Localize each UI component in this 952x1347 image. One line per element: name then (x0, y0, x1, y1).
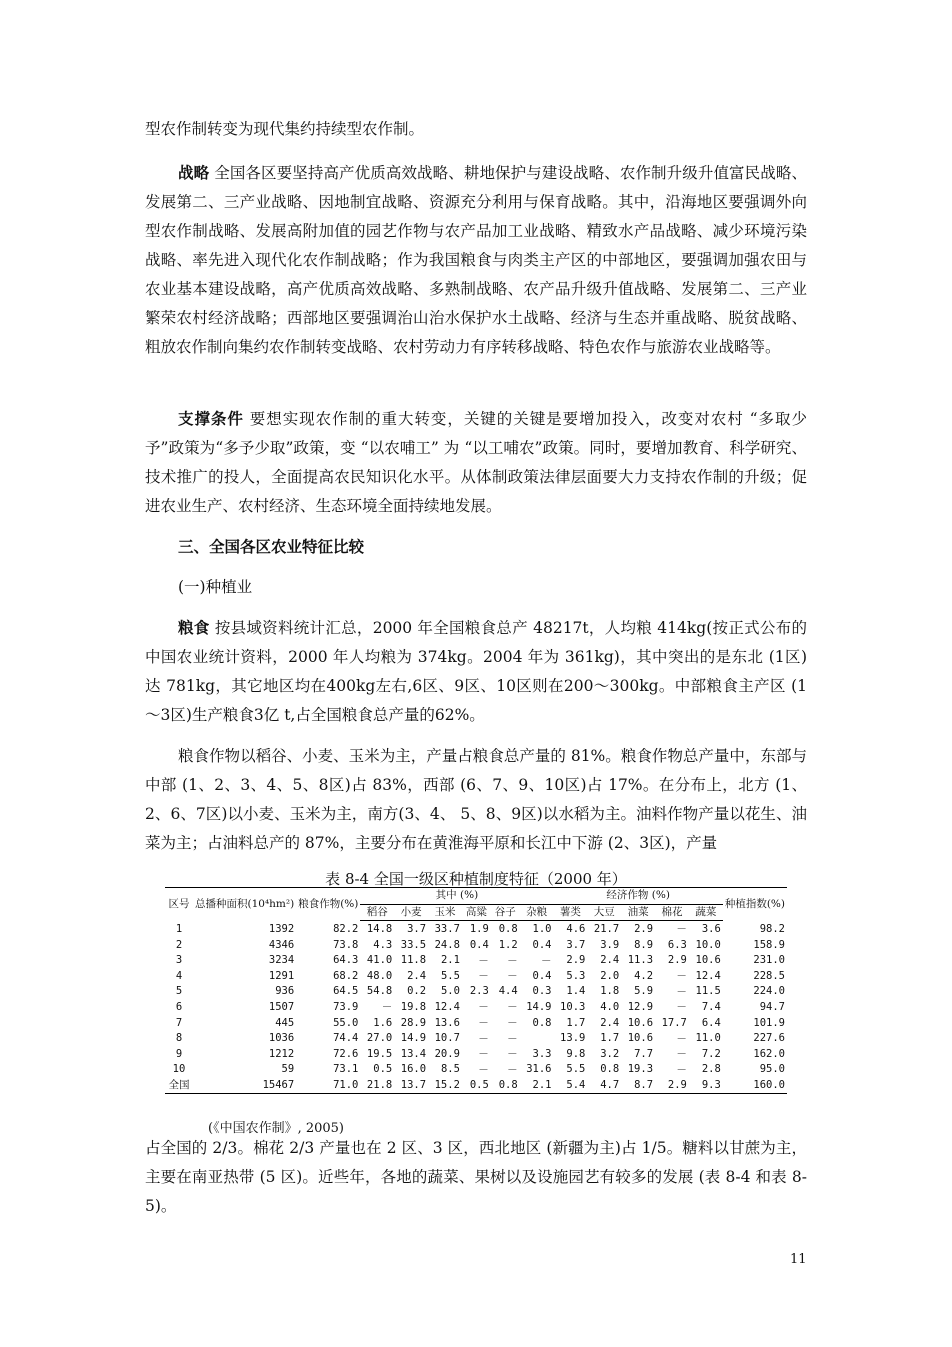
table-cell: 4 (175, 969, 183, 982)
table-cell: － (676, 1001, 687, 1014)
table-source: (《中国农作制》, 2005) (208, 1121, 344, 1136)
table-cell: 7.4 (701, 1000, 721, 1013)
table-cell: 16.0 (400, 1063, 427, 1076)
table-cell: 73.8 (333, 938, 359, 951)
table-cell: 5.5 (566, 1063, 586, 1076)
table-cell: 7.7 (634, 1047, 654, 1060)
table-cell: 936 (275, 985, 295, 998)
table-cell: 0.8 (498, 922, 518, 935)
table-cell: 73.1 (333, 1063, 359, 1076)
table-cell: 5.3 (566, 969, 586, 982)
table-cell: 59 (281, 1063, 295, 1076)
table-row (165, 999, 787, 1015)
table-cell: 1.8 (600, 985, 620, 998)
table-cell: － (676, 1032, 687, 1045)
table-cell: 33.7 (434, 922, 460, 935)
table-cell: － (478, 1048, 489, 1061)
table-cell: － (541, 954, 552, 967)
table-cell: － (507, 954, 518, 967)
table-cell: 3.2 (600, 1047, 620, 1060)
table-cell: － (507, 1001, 518, 1014)
table-cell: 2 (175, 938, 183, 951)
crops-paragraph (145, 742, 807, 858)
table-cell: 2.9 (667, 954, 687, 967)
table-cell: 2.9 (655, 1077, 689, 1093)
table-cell: － (507, 1017, 518, 1030)
table-cell: 1 (175, 922, 183, 935)
table-cell: 68.2 (333, 969, 359, 982)
table-cell: 19.5 (366, 1047, 393, 1060)
table-cell: 160.0 (723, 1077, 787, 1093)
table-cell: 7.2 (701, 1047, 721, 1060)
table-cell: 全国 (165, 1077, 193, 1093)
table-cell: 2.0 (600, 969, 620, 982)
table-cell: 21.7 (593, 922, 620, 935)
table-cell: 1.7 (566, 1016, 586, 1029)
table-cell: － (478, 954, 489, 967)
table-cell: 14.9 (526, 1000, 552, 1013)
table-cell: － (676, 970, 687, 983)
table-cell: 3.3 (532, 1047, 552, 1060)
table-cell: 27.0 (366, 1032, 393, 1045)
header-econ: 经济作物 (%) (554, 888, 723, 905)
table-cell: 12.4 (695, 969, 721, 982)
table-cell: 224.0 (753, 985, 785, 998)
table-cell: 1.0 (532, 922, 552, 935)
table-cell: 21.8 (360, 1077, 394, 1093)
table-cell: 74.4 (333, 1032, 359, 1045)
table-cell: 95.0 (759, 1063, 785, 1076)
table-cell: 8.7 (621, 1077, 655, 1093)
strategy-paragraph (145, 158, 807, 362)
table-cell: 20.9 (434, 1047, 460, 1060)
table-cell: 33.5 (400, 938, 427, 951)
table-cell: 227.6 (753, 1032, 785, 1045)
table-cell: 11.3 (627, 954, 654, 967)
table-cell: 0.5 (373, 1063, 393, 1076)
after-text: 占全国的 2/3。棉花 2/3 产量也在 2 区、3 区，西北地区 (新疆为主)占 1/5。糖料以甘蔗为主，主要在南亚热带 (5 区)。近些年，各地的蔬菜、果树以及设施园艺有较多的发展 (表 8-4 和表 8-5)。 (145, 1139, 807, 1215)
table-cell: 4.7 (587, 1077, 621, 1093)
support-text: 要想实现农作制的重大转变，关键的关键是要增加投入，改变对农村 “多取少予”政策为“多予少取”政策，变 “以农哺工” 为 “以工哺农”政策。同时，要增加教育、科学研究、技术推广的投人，全面提高农民知识化水平。从体制政策法律层面要大力支持农作制的升级；促进农业生产、农村经济、生态环境全面持续地发展。 (145, 410, 807, 515)
table-cell: 3234 (268, 954, 295, 967)
table-cell: 1.6 (373, 1016, 393, 1029)
table-cell: 13.4 (400, 1047, 427, 1060)
table-cell: 3.7 (566, 938, 586, 951)
table-cell: 0.8 (491, 1077, 520, 1093)
table-cell: 231.0 (753, 954, 785, 967)
table-cell: － (507, 1048, 518, 1061)
table-cell: 10.0 (695, 938, 721, 951)
table-cell: － (676, 985, 687, 998)
table-cell: 19.8 (400, 1000, 427, 1013)
crops-text: 粮食作物以稻谷、小麦、玉米为主，产量占粮食总产量的 81%。粮食作物总产量中，东部与中部 (1、2、3、4、5、8区)占 83%，西部 (6、7、9、10区)占 17%。在分布上，北方 (1、2、6、7区)以小麦、玉米为主，南方(3、4、 5、8、9区)以水稻为主。油料作物产量以花生、油菜为主；占油料总产的 87%，主要分布在黄淮海平原和长江中下游 (2、3区)，产量 (145, 747, 807, 852)
table-row (165, 1062, 787, 1078)
table-cell: 1291 (268, 969, 295, 982)
table-cell: 1507 (268, 1000, 295, 1013)
table-cell: 15467 (193, 1077, 296, 1093)
table-cell: 1212 (268, 1047, 295, 1060)
header-index: 种植指数(%) (723, 888, 787, 921)
table-cell: － (676, 1063, 687, 1076)
table-cell: 1.2 (498, 938, 518, 951)
table-cell: － (478, 1063, 489, 1076)
grain-paragraph (145, 613, 807, 730)
header-area: 总播种面积(10⁴hm²) (193, 888, 296, 921)
table-cell: 5.4 (554, 1077, 588, 1093)
table-cell: 2.8 (701, 1063, 721, 1076)
section-heading: 三、全国各区农业特征比较 (178, 537, 365, 556)
table-cell: 228.5 (753, 969, 785, 982)
table-cell: 4346 (268, 938, 295, 951)
table-cell: 2.4 (407, 969, 427, 982)
table-cell: 12.4 (434, 1000, 460, 1013)
table-cell: 4.2 (634, 969, 654, 982)
after-paragraph (145, 1134, 807, 1221)
table-cell: 64.5 (333, 985, 359, 998)
table-cell: 9.8 (566, 1047, 586, 1060)
table-row (165, 984, 787, 1000)
support-paragraph (145, 404, 807, 521)
table-cell: 72.6 (333, 1047, 359, 1060)
table-cell: 0.8 (600, 1063, 620, 1076)
table-cell: 11.0 (695, 1032, 721, 1045)
table-cell: 445 (275, 1016, 295, 1029)
table-row (165, 1077, 787, 1093)
table-cell: 4.6 (566, 922, 586, 935)
table-row (165, 1046, 787, 1062)
table-cell: 10.6 (627, 1032, 654, 1045)
table-cell: 17.7 (661, 1016, 687, 1029)
table-cell: 5.5 (440, 969, 460, 982)
table-cell: 71.0 (296, 1077, 360, 1093)
subheader-cell: 油菜 (621, 904, 655, 921)
table-cell: 0.8 (532, 1016, 552, 1029)
table-cell: 2.4 (600, 1016, 620, 1029)
subsection-heading: (一)种植业 (178, 578, 253, 596)
table-cell (520, 1030, 554, 1046)
planting-system-table (165, 887, 787, 1094)
table-cell: 55.0 (333, 1016, 359, 1029)
table-cell: 13.9 (560, 1032, 586, 1045)
table-cell: 8 (175, 1032, 183, 1045)
table-cell: 8.5 (440, 1063, 460, 1076)
table-cell: 11.8 (400, 954, 427, 967)
table-cell: － (507, 1032, 518, 1045)
page-number: 11 (790, 1252, 807, 1267)
table-cell: 1.9 (469, 922, 489, 935)
subheader-cell: 杂粮 (520, 904, 554, 921)
table-cell: 12.9 (627, 1000, 654, 1013)
table-cell: 31.6 (526, 1063, 552, 1076)
table-cell: 0.5 (462, 1077, 491, 1093)
table-cell: － (507, 970, 518, 983)
strategy-lead: 战略 (178, 163, 210, 182)
table-cell: 1392 (268, 922, 295, 935)
table-cell: 1036 (268, 1032, 295, 1045)
table-cell: 2.9 (634, 922, 654, 935)
subheader-cell: 谷子 (491, 904, 520, 921)
table-cell: 98.2 (759, 922, 785, 935)
table-cell: 19.3 (627, 1063, 654, 1076)
table-cell: 41.0 (366, 954, 393, 967)
table-cell: － (676, 923, 687, 936)
grain-lead: 粮食 (178, 618, 210, 637)
subheader-cell: 高粱 (462, 904, 491, 921)
table-cell: 28.9 (400, 1016, 427, 1029)
table-cell: 2.3 (469, 985, 489, 998)
header-region: 区号 (165, 888, 193, 921)
table-row (165, 921, 787, 937)
table-row (165, 937, 787, 953)
table-cell: 10.6 (695, 954, 721, 967)
table-cell: 54.8 (366, 985, 393, 998)
table-cell: － (676, 1048, 687, 1061)
table-cell: 3.7 (407, 922, 427, 935)
table-cell: 15.2 (428, 1077, 462, 1093)
table-cell: 0.4 (532, 938, 552, 951)
table-cell: 10 (172, 1063, 186, 1076)
table-cell: 162.0 (753, 1047, 785, 1060)
table-cell: － (381, 1001, 393, 1014)
table-cell: － (478, 1017, 489, 1030)
table-cell: 1.7 (600, 1032, 620, 1045)
table-row (165, 1015, 787, 1031)
table-cell: 0.4 (469, 938, 489, 951)
subheader-cell: 薯类 (554, 904, 588, 921)
table-cell: 5.0 (440, 985, 460, 998)
table-cell: 9.3 (689, 1077, 723, 1093)
table-cell: 6.4 (701, 1016, 721, 1029)
table-cell: 1.4 (566, 985, 586, 998)
table-cell: 7 (175, 1016, 183, 1029)
table-cell: 2.1 (520, 1077, 554, 1093)
table-cell: 6 (175, 1000, 183, 1013)
grain-text: 按县域资料统计汇总，2000 年全国粮食总产 48217t，人均粮 414kg(按正式公布的中国农业统计资料，2000 年人均粮为 374kg。2004 年为 361kg)，其中突出的是东北 (1区)达 781kg，其它地区均在400kg左右,6区、9区、10区则在200～300kg。中部粮食主产区 (1～3区)生产粮食3亿 t,占全国粮食总产量的62%。 (145, 619, 807, 724)
table-cell: 4.0 (600, 1000, 620, 1013)
table-cell: 10.3 (560, 1000, 586, 1013)
table-cell: 10.6 (627, 1016, 654, 1029)
table-cell: 6.3 (667, 938, 687, 951)
table-cell: 10.7 (434, 1032, 460, 1045)
table-cell: 2.1 (440, 954, 460, 967)
table-cell: 2.4 (600, 954, 620, 967)
subheader-cell: 稻谷 (360, 904, 394, 921)
subheader-cell: 玉米 (428, 904, 462, 921)
subheader-cell: 棉花 (655, 904, 689, 921)
table-row (165, 1030, 787, 1046)
subheader-cell: 蔬菜 (689, 904, 723, 921)
table-cell: 82.2 (333, 922, 359, 935)
table-cell: 94.7 (759, 1000, 785, 1013)
table-cell: 8.9 (634, 938, 654, 951)
table-cell: 24.8 (434, 938, 460, 951)
table-cell: － (478, 1032, 489, 1045)
table-cell: 73.9 (333, 1000, 359, 1013)
table-cell: － (478, 1001, 489, 1014)
table-cell: 4.4 (498, 985, 518, 998)
table-cell: 14.8 (366, 922, 393, 935)
table-cell: 0.2 (407, 985, 427, 998)
table-cell: 48.0 (366, 969, 393, 982)
strategy-text: 全国各区要坚持高产优质高效战略、耕地保护与建设战略、农作制升级升值富民战略、发展第二、三产业战略、因地制宜战略、资源充分利用与保育战略。其中，沿海地区要强调外向型农作制战略、发展高附加值的园艺作物与农产品加工业战略、精致水产品战略、减少环境污染战略、率先进入现代化农作制战略；作为我国粮食与肉类主产区的中部地区，要强调加强农田与农业基本建设战略，高产优质高效战略、多熟制战略、农产品升级升值战略、发展第二、三产业繁荣农村经济战略；西部地区要强调治山治水保护水土战略、经济与生态并重战略、脱贫战略、粗放农作制向集约农作制转变战略、农村劳动力有序转移战略、特色农作与旅游农业战略等。 (145, 164, 807, 356)
table-cell: 4.3 (373, 938, 393, 951)
table-cell: 0.4 (532, 969, 552, 982)
table-cell: － (507, 1063, 518, 1076)
table-cell: 14.9 (400, 1032, 427, 1045)
table-cell: 3.6 (701, 922, 721, 935)
table-cell: 9 (175, 1047, 183, 1060)
subheader-cell: 小麦 (394, 904, 428, 921)
table-row (165, 968, 787, 984)
table-cell: 13.6 (434, 1016, 460, 1029)
header-grain: 粮食作物(%) (296, 888, 360, 921)
table-caption: 表 8-4 全国一级区种植制度特征（2000 年） (325, 870, 627, 888)
table-cell: 3 (175, 954, 183, 967)
subheader-cell: 大豆 (587, 904, 621, 921)
table-cell: 101.9 (753, 1016, 785, 1029)
intro-paragraph (145, 115, 807, 144)
table-cell: 3.9 (600, 938, 620, 951)
header-among: 其中 (%) (360, 888, 553, 905)
table-cell: 158.9 (753, 938, 785, 951)
support-lead: 支撑条件 (178, 409, 244, 428)
table-cell: 2.9 (566, 954, 586, 967)
table-row (165, 952, 787, 968)
table-cell: 13.7 (394, 1077, 428, 1093)
table-cell: － (478, 970, 489, 983)
table-cell: 11.5 (695, 985, 721, 998)
table-cell: 64.3 (333, 954, 359, 967)
table-cell: 5 (175, 985, 183, 998)
table-cell: 5.9 (634, 985, 654, 998)
table-cell: 0.3 (532, 985, 552, 998)
intro-text: 型农作制转变为现代集约持续型农作制。 (145, 120, 425, 138)
